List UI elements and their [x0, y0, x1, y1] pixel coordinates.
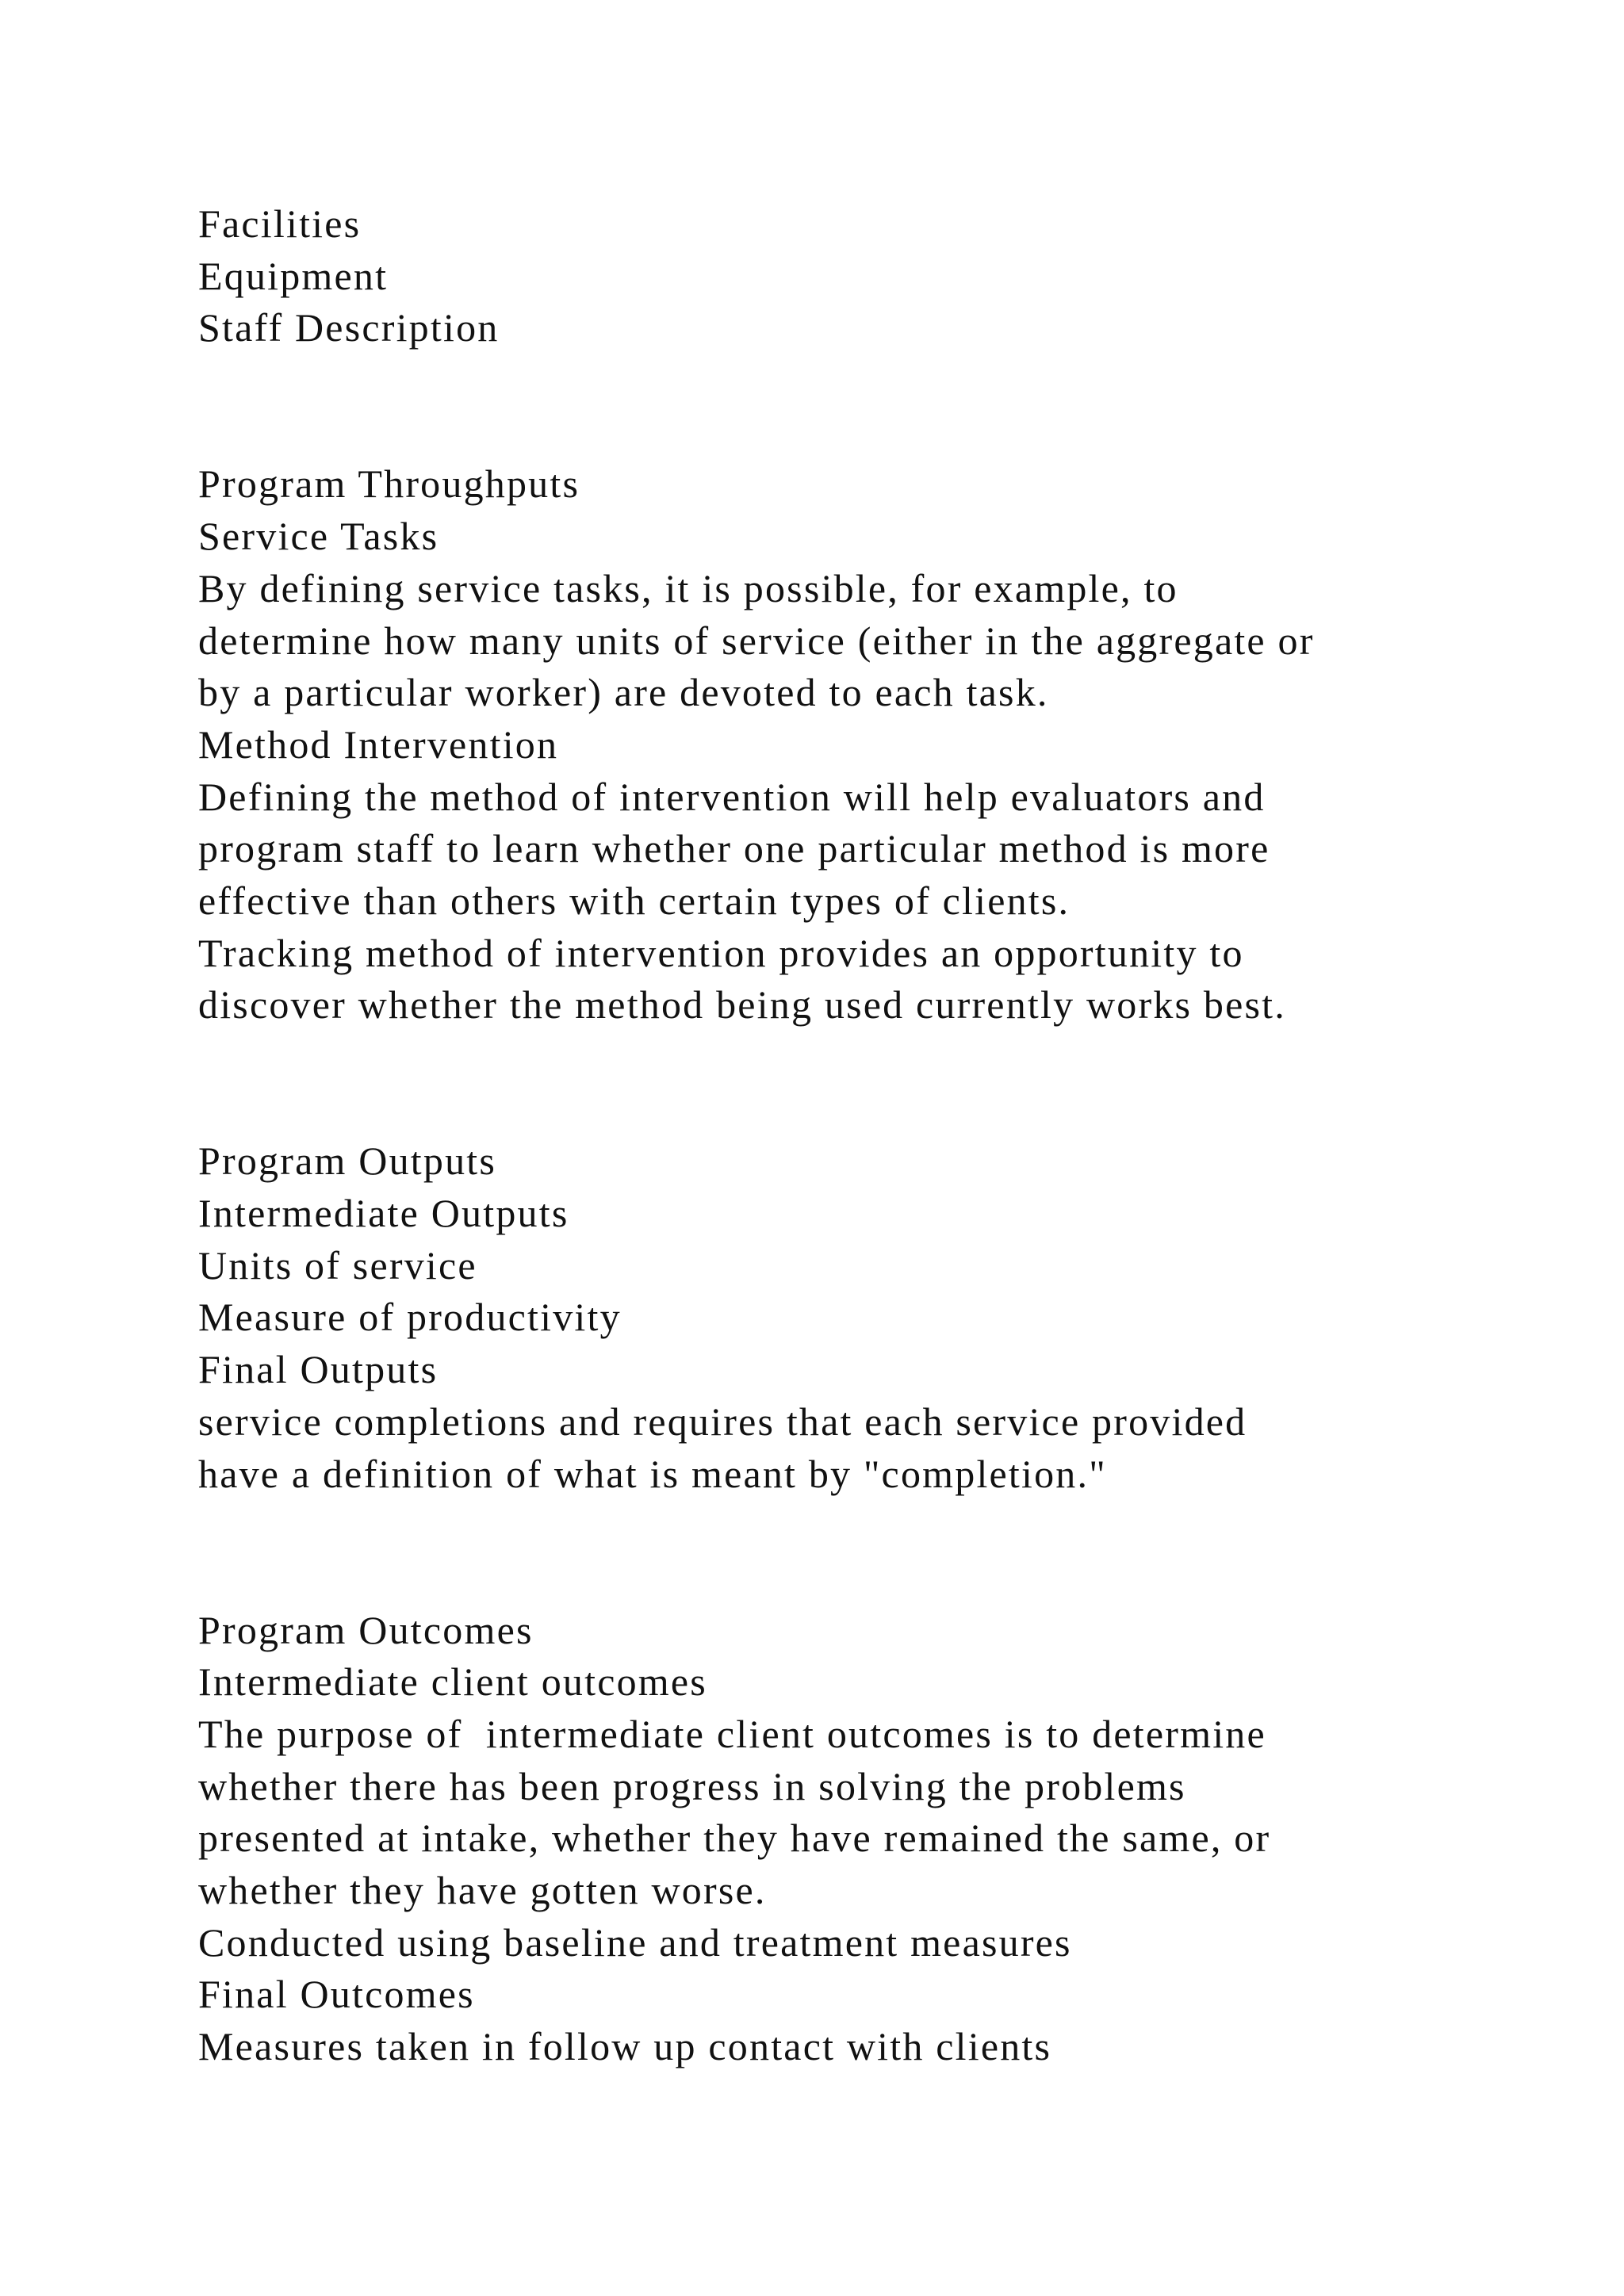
text-line: Equipment [198, 253, 389, 298]
subheading: Method Intervention [198, 721, 559, 767]
section-spacer [198, 1500, 1507, 1604]
subheading: Intermediate Outputs [198, 1191, 569, 1236]
text-line: presented at intake, whether they have remained the same, or [198, 1816, 1271, 1861]
subheading: Final Outcomes [198, 1972, 475, 2017]
text-line: whether there has been progress in solving the problems [198, 1763, 1186, 1808]
subheading: Final Outputs [198, 1347, 439, 1392]
text-line: have a definition of what is meant by "completion." [198, 1451, 1107, 1496]
section-inputs [198, 198, 1507, 354]
text-line: effective than others with certain types of clients. [198, 878, 1071, 923]
section-heading: Program Outcomes [198, 1607, 534, 1652]
text-line: service completions and requires that each service provided [198, 1399, 1247, 1444]
text-line: By defining service tasks, it is possible, for example, to [198, 565, 1178, 610]
section-outcomes [198, 1605, 1507, 2073]
text-line: discover whether the method being used currently works best. [198, 982, 1286, 1027]
subheading: Intermediate client outcomes [198, 1659, 707, 1705]
section-heading: Program Throughputs [198, 461, 580, 507]
section-outputs [198, 1135, 1507, 1500]
text-line: by a particular worker) are devoted to each task. [198, 670, 1049, 715]
text-line: Facilities [198, 201, 362, 246]
section-heading: Program Outputs [198, 1138, 497, 1184]
subheading: Service Tasks [198, 514, 439, 559]
text-line: Tracking method of intervention provides an opportunity to [198, 930, 1244, 975]
section-spacer [198, 1031, 1507, 1135]
document-body [198, 198, 1507, 2073]
text-line: Measure of productivity [198, 1295, 622, 1340]
section-throughputs [198, 458, 1507, 1031]
text-line: Staff Description [198, 305, 500, 350]
text-line: Defining the method of intervention will help evaluators and [198, 774, 1266, 819]
text-line: determine how many units of service (either in the aggregate or [198, 618, 1315, 663]
text-line: The purpose of intermediate client outcomes is to determine [198, 1711, 1266, 1756]
text-line: program staff to learn whether one particular method is more [198, 826, 1270, 871]
text-line: Units of service [198, 1242, 477, 1288]
text-line: Measures taken in follow up contact with clients [198, 2024, 1052, 2069]
text-line: Conducted using baseline and treatment measures [198, 1919, 1072, 1965]
text-line: whether they have gotten worse. [198, 1868, 767, 1913]
section-spacer [198, 354, 1507, 458]
